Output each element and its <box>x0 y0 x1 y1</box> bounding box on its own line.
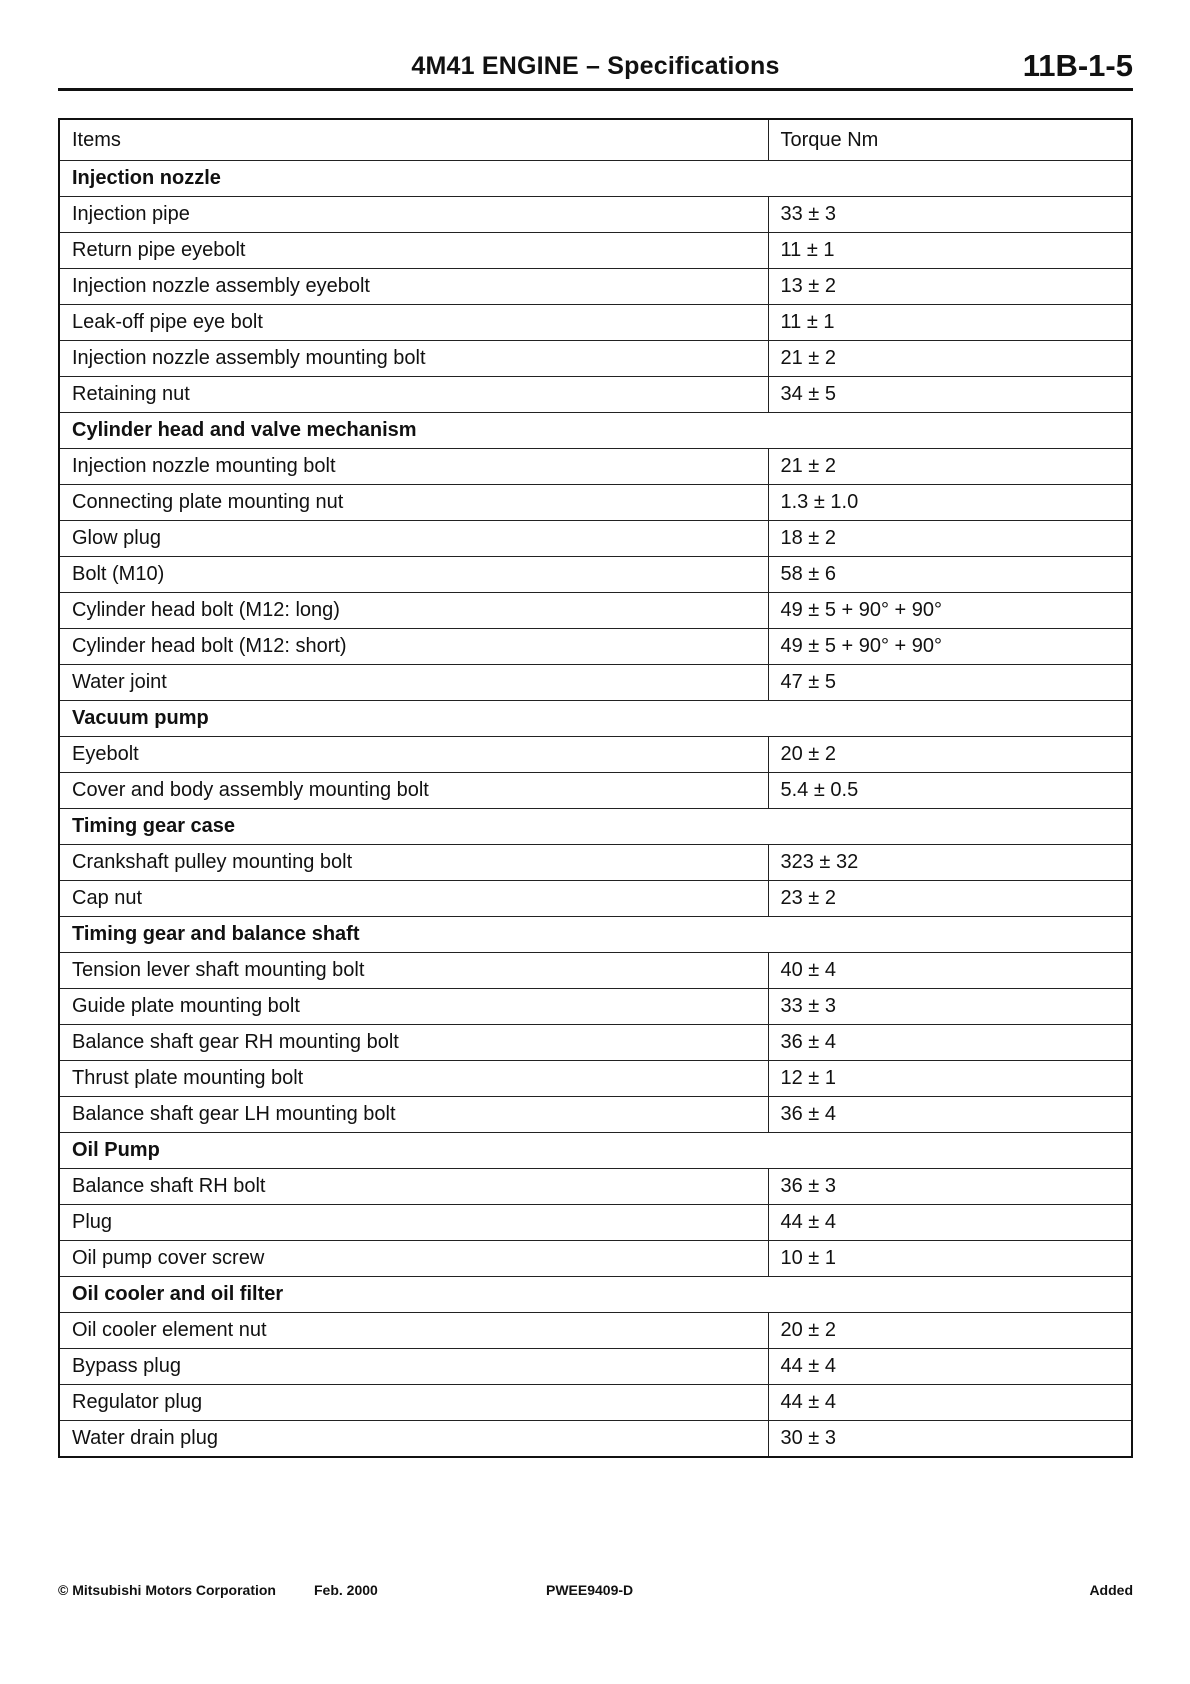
torque-value: 23 ± 2 <box>768 881 1132 917</box>
header-rule <box>58 88 1133 91</box>
item-name: Connecting plate mounting nut <box>59 485 768 521</box>
torque-value: 21 ± 2 <box>768 341 1132 377</box>
page-title: 4M41 ENGINE – Specifications <box>411 52 780 80</box>
item-name: Injection nozzle assembly mounting bolt <box>59 341 768 377</box>
item-name: Injection nozzle mounting bolt <box>59 449 768 485</box>
torque-value: 1.3 ± 1.0 <box>768 485 1132 521</box>
item-name: Water joint <box>59 665 768 701</box>
section-heading: Cylinder head and valve mechanism <box>59 413 1132 449</box>
table-row <box>59 1241 1132 1277</box>
torque-value: 33 ± 3 <box>768 989 1132 1025</box>
item-name: Thrust plate mounting bolt <box>59 1061 768 1097</box>
table-row <box>59 377 1132 413</box>
page-footer <box>58 1582 1133 1606</box>
torque-value: 36 ± 4 <box>768 1097 1132 1133</box>
table-row <box>59 233 1132 269</box>
table-row <box>59 1061 1132 1097</box>
torque-value: 34 ± 5 <box>768 377 1132 413</box>
item-name: Cylinder head bolt (M12: short) <box>59 629 768 665</box>
table-row <box>59 1349 1132 1385</box>
table-row <box>59 1313 1132 1349</box>
table-row <box>59 1169 1132 1205</box>
item-name: Leak-off pipe eye bolt <box>59 305 768 341</box>
item-name: Return pipe eyebolt <box>59 233 768 269</box>
section-heading: Injection nozzle <box>59 161 1132 197</box>
footer-copyright: © Mitsubishi Motors Corporation <box>58 1582 276 1598</box>
section-row <box>59 1133 1132 1169</box>
footer-status: Added <box>1089 1582 1133 1598</box>
item-name: Crankshaft pulley mounting bolt <box>59 845 768 881</box>
item-name: Bypass plug <box>59 1349 768 1385</box>
column-header-torque: Torque Nm <box>768 119 1132 161</box>
torque-value: 49 ± 5 + 90° + 90° <box>768 593 1132 629</box>
torque-value: 20 ± 2 <box>768 1313 1132 1349</box>
item-name: Balance shaft RH bolt <box>59 1169 768 1205</box>
item-name: Oil cooler element nut <box>59 1313 768 1349</box>
page-number: 11B-1-5 <box>1022 48 1133 83</box>
torque-value: 18 ± 2 <box>768 521 1132 557</box>
torque-value: 36 ± 4 <box>768 1025 1132 1061</box>
item-name: Injection pipe <box>59 197 768 233</box>
torque-value: 44 ± 4 <box>768 1205 1132 1241</box>
table-row <box>59 449 1132 485</box>
table-row <box>59 1421 1132 1458</box>
item-name: Guide plate mounting bolt <box>59 989 768 1025</box>
section-row <box>59 809 1132 845</box>
table-row <box>59 521 1132 557</box>
torque-value: 5.4 ± 0.5 <box>768 773 1132 809</box>
section-heading: Vacuum pump <box>59 701 1132 737</box>
section-heading: Oil cooler and oil filter <box>59 1277 1132 1313</box>
torque-value: 21 ± 2 <box>768 449 1132 485</box>
item-name: Bolt (M10) <box>59 557 768 593</box>
torque-value: 49 ± 5 + 90° + 90° <box>768 629 1132 665</box>
item-name: Cover and body assembly mounting bolt <box>59 773 768 809</box>
item-name: Injection nozzle assembly eyebolt <box>59 269 768 305</box>
section-row <box>59 1277 1132 1313</box>
table-row <box>59 1097 1132 1133</box>
table-row <box>59 1385 1132 1421</box>
table-row <box>59 881 1132 917</box>
torque-value: 11 ± 1 <box>768 233 1132 269</box>
item-name: Water drain plug <box>59 1421 768 1458</box>
item-name: Regulator plug <box>59 1385 768 1421</box>
item-name: Eyebolt <box>59 737 768 773</box>
table-row <box>59 341 1132 377</box>
item-name: Oil pump cover screw <box>59 1241 768 1277</box>
torque-value: 44 ± 4 <box>768 1349 1132 1385</box>
item-name: Cylinder head bolt (M12: long) <box>59 593 768 629</box>
torque-value: 47 ± 5 <box>768 665 1132 701</box>
table-body <box>59 119 1132 1457</box>
torque-value: 30 ± 3 <box>768 1421 1132 1458</box>
section-row <box>59 701 1132 737</box>
torque-value: 36 ± 3 <box>768 1169 1132 1205</box>
footer-document-code: PWEE9409-D <box>546 1582 634 1598</box>
item-name: Cap nut <box>59 881 768 917</box>
torque-value: 20 ± 2 <box>768 737 1132 773</box>
table-row <box>59 269 1132 305</box>
table-row <box>59 629 1132 665</box>
section-row <box>59 413 1132 449</box>
item-name: Retaining nut <box>59 377 768 413</box>
table-row <box>59 845 1132 881</box>
torque-value: 11 ± 1 <box>768 305 1132 341</box>
table-row <box>59 989 1132 1025</box>
item-name: Balance shaft gear LH mounting bolt <box>59 1097 768 1133</box>
torque-value: 10 ± 1 <box>768 1241 1132 1277</box>
torque-spec-table <box>58 118 1133 1458</box>
table-row <box>59 197 1132 233</box>
table-row <box>59 737 1132 773</box>
table-header-row <box>59 119 1132 161</box>
torque-value: 13 ± 2 <box>768 269 1132 305</box>
table-row <box>59 305 1132 341</box>
section-row <box>59 917 1132 953</box>
page-header <box>58 48 1133 88</box>
table-row <box>59 593 1132 629</box>
table-row <box>59 773 1132 809</box>
torque-value: 40 ± 4 <box>768 953 1132 989</box>
torque-value: 12 ± 1 <box>768 1061 1132 1097</box>
torque-value: 58 ± 6 <box>768 557 1132 593</box>
footer-date: Feb. 2000 <box>314 1582 378 1598</box>
item-name: Balance shaft gear RH mounting bolt <box>59 1025 768 1061</box>
section-heading: Timing gear and balance shaft <box>59 917 1132 953</box>
table-row <box>59 665 1132 701</box>
column-header-items: Items <box>59 119 768 161</box>
item-name: Glow plug <box>59 521 768 557</box>
torque-value: 33 ± 3 <box>768 197 1132 233</box>
item-name: Plug <box>59 1205 768 1241</box>
section-row <box>59 161 1132 197</box>
table-row <box>59 557 1132 593</box>
section-heading: Timing gear case <box>59 809 1132 845</box>
table-row <box>59 1025 1132 1061</box>
torque-value: 44 ± 4 <box>768 1385 1132 1421</box>
table-row <box>59 1205 1132 1241</box>
section-heading: Oil Pump <box>59 1133 1132 1169</box>
table-row <box>59 953 1132 989</box>
table-row <box>59 485 1132 521</box>
item-name: Tension lever shaft mounting bolt <box>59 953 768 989</box>
torque-value: 323 ± 32 <box>768 845 1132 881</box>
